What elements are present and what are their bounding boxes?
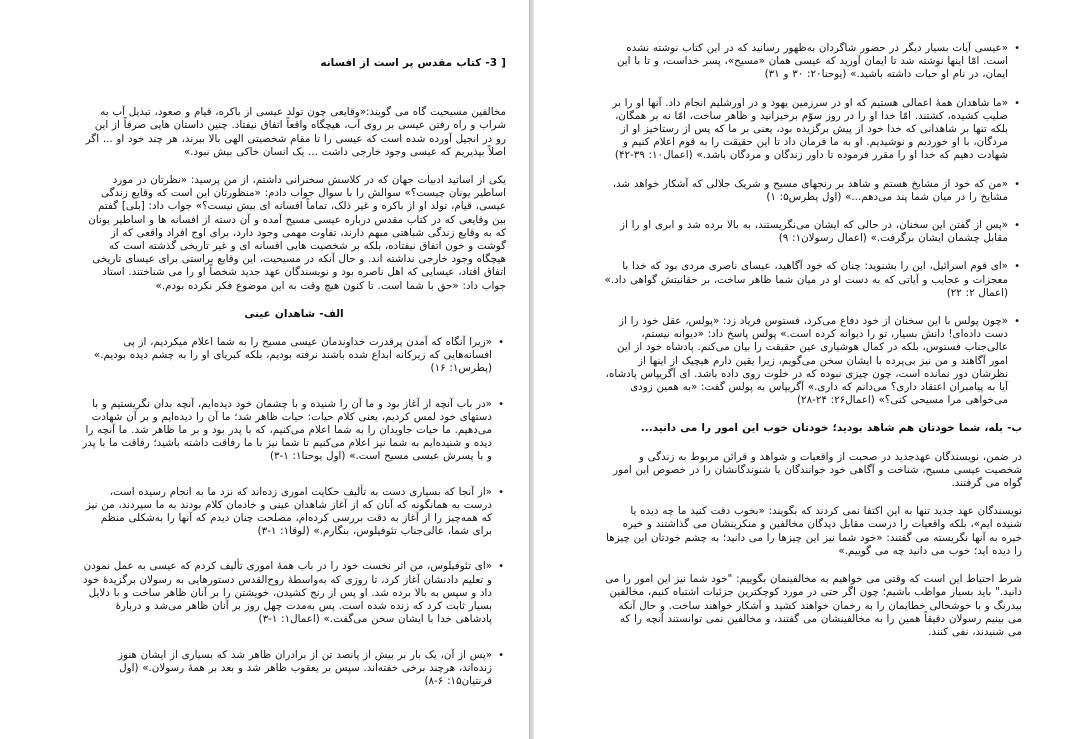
bible-quote: • «در باب آنچه از آغاز بود و ما آن را شنیده و با چشمان خود دیده‌ایم، آنچه بدان نگریستیم و با دستهای خود لمس کردیم، یعنی کلام حیات: حیات ظاهر شد؛ ما آن را دیده‌ایم و بر آن شهادت می‌دهیم. ما حیات جاویدان را به شما اعلام می‌کنیم، که با پدر بود و بر ما ظاهر شد. ما آنچه را دیده و شنیده‌ایم به شما نیز اعلام می‌کنیم تا شما نیز با ما رفاقت داشته باشید؛ رفاقت ما با پدر و با پسرش عیسی مسیح است.» (اول یوحنا۱: ۱-۳) bbox=[82, 398, 506, 464]
section-heading: الف- شاهدان عینی bbox=[244, 307, 344, 320]
left-page bbox=[0, 0, 529, 739]
bible-quote: • «من که خود از مشایخ هستم و شاهد بر رنجهای مسیح و شریک جلالی که آشکار خواهد شد، مشایخ را در میان شما پند می‌دهم...» (اول پطرس۵: ۱) bbox=[604, 178, 1022, 204]
bible-quote: • «از آنجا که بسیاری دست به تألیف حکایت اموری زده‌اند که نزد ما به انجام رسیده است، درست به همانگونه که آنان که از آغاز شاهدان عینی و خادمان کلام بودند به ما سپردند، من نیز که همه‌چیز را از آغاز به دقت بررسی کرده‌ام، مصلحت چنان دیدم که آنها را به‌شکلی منظم برای شما، عالی‌جناب تئوفیلوس، بنگارم.» (لوقا۱: ۱-۳) bbox=[82, 486, 506, 539]
bible-quote: • «عیسی آیات بسیار دیگر در حضور شاگردان به‌ظهور رسانید که در این کتاب نوشته نشده است. امّا اینها نوشته شد تا ایمان آورید که عیسی همان «مسیح»، پسر خداست، و تا با این ایمان، در نام او حیات داشته باشید.» (یوحنا۲۰: ۳۰ و ۳۱) bbox=[604, 42, 1022, 82]
paragraph: مخالفین مسیحیت گاه می گویند:«وقایعی چون تولد عیسی از باکره، قیام و صعود، تبدیل آب به شراب و راه رفتن عیسی بر روی آب، هیچگاه واقعاً اتفاق نیفتاد. چنین داستان هایی صرفاً از این رو در انجیل آورده شده است که عیسی را تا مقام شخصیتی الهی بالا ببرند، هر چند خود او ... اگر اصلاً بپذیریم که عیسی وجود خارجی داشت ... یک انسان خاکی بیش نبود.» bbox=[85, 106, 506, 158]
right-page bbox=[534, 0, 1065, 739]
right-column bbox=[604, 42, 1022, 639]
bible-quote: • «زیرا آنگاه که آمدن پرقدرت خداوندمان عیسی مسیح را به شما اعلام میکردیم، از پی افسانه‌هایی که زیرکانه ابداع شده باشند نرفته بودیم، بلکه کبریای او را به چشم دیده بودیم.» (پطرس۱: ۱۶) bbox=[82, 336, 506, 376]
paragraph: شرط احتیاط این است که وقتی می خواهیم به مخالفینمان بگوییم: "خود شما نیز این امور را می دانید." باید بسیار مواظب باشیم؛ چون اگر حتی در مورد کوچکترین جزئیات اشتباه کنیم، مخالفین بیدرنگ و با خوشحالی خطایمان را به رخمان خواهند کشید و آشکار خواهند ساخت. و حال آنکه می بینیم رسولان دقیقاً همین را به مخالفینشان می گفتند، و مخالفین نمی توانستند آنچه را که می شنیدند، نفی کنند. bbox=[605, 573, 1022, 638]
section-heading: ب- بله، شما خودتان هم شاهد بودید؛ خودتان خوب این امور را می دانید... bbox=[640, 422, 1022, 435]
paragraph: نویسندگان عهد جدید تنها به این اکتفا نمی کردند که بگویند: «بخوب دقت کنید ما چه دیده یا شنیده ایم»، بلکه واقعیات را درست مقابل دیدگان مخالفین و منکرینشان می گذاشتند و خیره خیره به آنها نگریسته می گفتند: «خود شما نیز این چیزها را می دانید؛ به چشم خودتان این چیزها را دیده اید؛ خوب می دانید چه می گوییم.» bbox=[606, 505, 1022, 557]
bible-quote: • «پس از آن، یک بار بر بیش از پانصد تن از برادران ظاهر شد که بسیاری از ایشان هنوز زنده‌اند، هرچند برخی خفته‌اند. سپس بر یعقوب ظاهر شد و بعد بر همهٔ رسولان.» (اول قرنتیان۱۵: ۶-۸) bbox=[82, 649, 506, 689]
bible-quote: • «ما شاهدان همهٔ اعمالی هستیم که او در سرزمین یهود و در اورشلیم انجام داد. آنها او را بر صلیب کشیده، کشتند. امّا خدا او را در روز سوّم برخیزانید و ظاهر ساخت، امّا نه بر همگان، بلکه تنها بر شاهدانی که خدا خود از پیش برگزیده بود، یعنی بر ما که پس از رستاخیز او از مردگان، با او خوردیم و نوشیدیم. او به ما فرمان داد تا این حقیقت را به قوم اعلام کنیم و شهادت دهیم که خدا او را مقرر فرموده تا داور زندگان و مردگان باشد.» (اعمال۱۰: ۳۹-۴۲) bbox=[604, 97, 1022, 163]
bible-quote: • «پس از گفتن این سخنان، در حالی که ایشان می‌نگریستند، به بالا برده شد و ابری او را از مقابل چشمان ایشان برگرفت.» (اعمال رسولان۱: ۹) bbox=[604, 219, 1022, 245]
chapter-heading: [ 3- کتاب مقدس پر است از افسانه bbox=[320, 57, 506, 69]
left-column bbox=[82, 57, 506, 688]
bible-quote: • «ای قوم اسرائیل، این را بشنوید: چنان که خود آگاهید، عیسای ناصری مردی بود که خدا با معجزات و عجایب و آیاتی که به دست او در میان شما ظاهر ساخت، بر حقانیتش گواهی داد.» (اعمال ۲: ۲۲) bbox=[604, 260, 1022, 300]
bible-quote: • «ای تئوفیلوس، من اثر نخست خود را در باب همهٔ اموری تألیف کردم که عیسی به عمل نمودن و تعلیم دادنشان آغاز کرد، تا روزی که به‌واسطهٔ روح‌القدس دستورهایی به رسولان برگزیدهٔ خود داد و سپس به بالا برده شد. او پس از رنج کشیدن، خویشتن را بر آنان ظاهر ساخت و با دلایل بسیار ثابت کرد که زنده شده است. پس به‌مدت چهل روز بر آنان ظاهر می‌شد و دربارهٔ پادشاهی خدا با ایشان سخن می‌گفت.» (اعمال۱: ۱-۳) bbox=[82, 560, 506, 626]
bible-quote: • «چون پولس با این سخنان از خود دفاع می‌کرد، فستوس فریاد زد: «پولس، عقل خود را از دست داده‌ای! دانش بسیار، تو را دیوانه کرده است.» پولس پاسخ داد: «دیوانه نیستم، عالی‌جناب فستوس، بلکه در کمال هوشیاری عین حقیقت را بیان می‌کنم. پادشاه خود از این امور آگاهند و من نیز بی‌پرده با ایشان سخن می‌گویم، زیرا یقین دارم هیچیک از اینها از نظرشان دور نمانده است، چون چیزی نبوده که در خلوت روی داده باشد. ای آگریپاس پادشاه، آیا به پیامبران اعتقاد داری؟ می‌دانم که داری.» آگریپاس به پولس گفت: «به همین زودی می‌خواهی مرا مسیحی کنی؟» (اعمال۲۶: ۲۴-۲۸) bbox=[604, 315, 1022, 407]
paragraph: یکی از اساتید ادبیات جهان که در کلاسش سخنرانی داشتم، از من پرسید: «نظرتان در مورد اساطیر یونان چیست؟» سوالش را با سوال جواب دادم: «منظورتان این است که وقایع زندگی عیسی، قیام، تولد او از باکره و غیر ذلک، تماماً افسانه ای بیش نیست؟» جواب داد: [بلی] گفتم بین وقایعی که در کتاب مقدس درباره عیسی مسیح آمده و آن دسته از افسانه ها و اساطیر یونان که به وقایع زندگی شباهتی مبهم دارند، تفاوت مهمی وجود دارد، برای اوج افراد واقعی که از گوشت و خون اتفاق نیفتاده، بلکه بر شخصیت هایی افسانه ای و غیر تاریخی گذشته است که هیچگاه وجود خارجی نداشته اند. و حال آنکه در مسیحیت، این وقایع براستی برای عیسای تاریخی اتفاق افتاد، عیسایی که اهل ناصره بود و نویسندگان عهد جدید شخصاً او را می شناختند. استاد جواب داد: «حق با شما است. تا کنون هیچ وقت به این موضوع فکر نکرده بودم.» bbox=[88, 174, 506, 292]
paragraph: در ضمن، نویسندگان عهدجدید در صحبت از واقعیات و شواهد و قرائن مربوط به زندگی و شخصیت عیسی مسیح، شناخت و آگاهی خود خوانندگان یا شنوندگانشان را در خصوص این امور گواه می گرفتند. bbox=[613, 450, 1022, 490]
